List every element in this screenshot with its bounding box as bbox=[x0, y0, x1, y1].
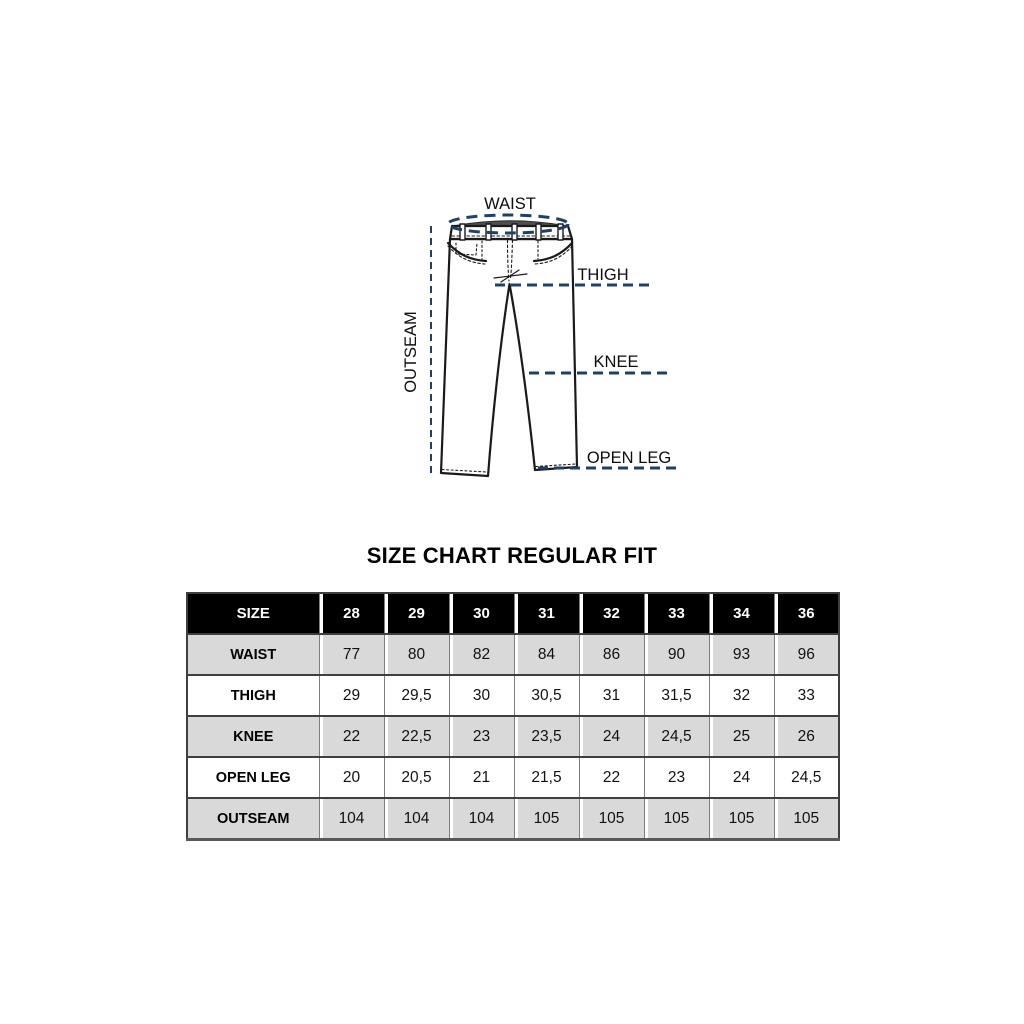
value-cell: 29,5 bbox=[384, 675, 449, 716]
value-cell: 21 bbox=[449, 757, 514, 798]
value-cell: 105 bbox=[709, 798, 774, 840]
value-cell: 33 bbox=[774, 675, 839, 716]
value-cell: 105 bbox=[579, 798, 644, 840]
row-label: KNEE bbox=[233, 728, 274, 745]
value-cell: 105 bbox=[644, 798, 709, 840]
table-row-waist bbox=[187, 634, 839, 675]
value-cell: 24,5 bbox=[644, 716, 709, 757]
value-cell: 30 bbox=[449, 675, 514, 716]
value-cell: 105 bbox=[514, 798, 579, 840]
value-cell: 105 bbox=[774, 798, 839, 840]
value-cell: 22 bbox=[319, 716, 384, 757]
header-cell-31: 31 bbox=[514, 593, 579, 634]
open-leg-label: OPEN LEG bbox=[586, 449, 672, 467]
value-cell: 24 bbox=[579, 716, 644, 757]
pants-measure-diagram bbox=[398, 186, 700, 500]
thigh-label: THIGH bbox=[577, 266, 629, 284]
value-cell: 84 bbox=[514, 634, 579, 675]
value-cell: 82 bbox=[449, 634, 514, 675]
value-cell: 20,5 bbox=[384, 757, 449, 798]
value-cell: 23 bbox=[449, 716, 514, 757]
value-cell: 86 bbox=[579, 634, 644, 675]
table-row-outseam bbox=[187, 798, 839, 840]
value-cell: 30,5 bbox=[514, 675, 579, 716]
table-row-thigh bbox=[187, 675, 839, 716]
page-title: SIZE CHART REGULAR FIT bbox=[366, 543, 658, 568]
value-cell: 104 bbox=[449, 798, 514, 840]
row-label: THIGH bbox=[230, 687, 276, 704]
header-cell-size: SIZE bbox=[187, 593, 319, 634]
value-cell: 90 bbox=[644, 634, 709, 675]
header-cell-28: 28 bbox=[319, 593, 384, 634]
value-cell: 22 bbox=[579, 757, 644, 798]
size-table-body bbox=[187, 634, 839, 840]
header-cell-32: 32 bbox=[579, 593, 644, 634]
value-cell: 21,5 bbox=[514, 757, 579, 798]
value-cell: 26 bbox=[774, 716, 839, 757]
row-label: WAIST bbox=[230, 646, 277, 663]
size-table bbox=[186, 592, 840, 841]
value-cell: 104 bbox=[384, 798, 449, 840]
value-cell: 32 bbox=[709, 675, 774, 716]
knee-label: KNEE bbox=[593, 353, 639, 371]
row-label: OPEN LEG bbox=[215, 769, 291, 786]
header-cell-29: 29 bbox=[384, 593, 449, 634]
value-cell: 24 bbox=[709, 757, 774, 798]
value-cell: 25 bbox=[709, 716, 774, 757]
value-cell: 29 bbox=[319, 675, 384, 716]
value-cell: 31,5 bbox=[644, 675, 709, 716]
waist-label: WAIST bbox=[484, 195, 536, 213]
value-cell: 23,5 bbox=[514, 716, 579, 757]
outseam-label: OUTSEAM bbox=[402, 311, 420, 393]
value-cell: 80 bbox=[384, 634, 449, 675]
header-cell-36: 36 bbox=[774, 593, 839, 634]
value-cell: 93 bbox=[709, 634, 774, 675]
value-cell: 77 bbox=[319, 634, 384, 675]
table-row-knee bbox=[187, 716, 839, 757]
value-cell: 31 bbox=[579, 675, 644, 716]
size-table-header-row bbox=[187, 593, 839, 634]
header-cell-30: 30 bbox=[449, 593, 514, 634]
header-cell-34: 34 bbox=[709, 593, 774, 634]
value-cell: 96 bbox=[774, 634, 839, 675]
pants-drawing bbox=[441, 221, 577, 476]
row-label: OUTSEAM bbox=[217, 810, 290, 827]
value-cell: 23 bbox=[644, 757, 709, 798]
value-cell: 22,5 bbox=[384, 716, 449, 757]
value-cell: 104 bbox=[319, 798, 384, 840]
header-cell-33: 33 bbox=[644, 593, 709, 634]
pants-diagram-svg bbox=[398, 186, 700, 500]
table-row-open-leg bbox=[187, 757, 839, 798]
value-cell: 24,5 bbox=[774, 757, 839, 798]
value-cell: 20 bbox=[319, 757, 384, 798]
